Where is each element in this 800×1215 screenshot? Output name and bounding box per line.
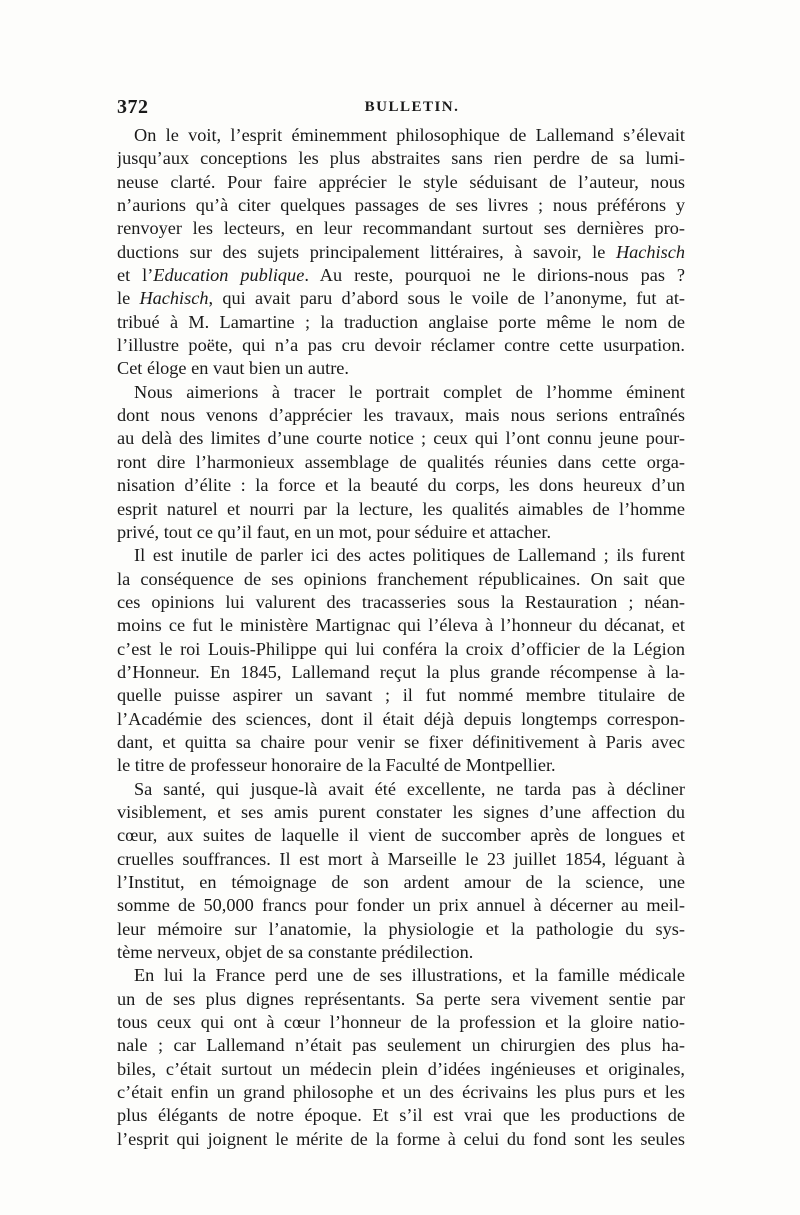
text-line	[117, 894, 685, 917]
text-line	[117, 474, 685, 497]
text-line-content: leur mémoire sur l’anatomie, la physiologie et la pathologie du sys-	[117, 918, 685, 939]
text-line	[117, 754, 685, 777]
text-line	[117, 287, 685, 310]
text-line-content: d’Honneur. En 1845, Lallemand reçut la plus grande récompense à la-	[117, 661, 685, 682]
text-line-content: quelle puisse aspirer un savant ; il fut nommé membre titulaire de	[117, 685, 685, 706]
text-line-continuation: . Au reste, pourquoi ne le dirions-nous pas ?	[304, 265, 685, 286]
text-line-content: la conséquence de ses opinions franchement républicaines. On sait que	[117, 568, 685, 589]
text-line	[117, 124, 685, 147]
text-line	[117, 1011, 685, 1034]
text-line-content: dont nous venons d’apprécier les travaux, mais nous serions entraînés	[117, 405, 685, 426]
text-line-content: dant, et quitta sa chaire pour venir se fixer définitivement à Paris avec	[117, 731, 685, 752]
text-line	[117, 171, 685, 194]
text-line-content: ductions sur des sujets principalement littéraires, à savoir, le	[117, 241, 616, 262]
text-line-content: moins ce fut le ministère Martignac qui l’éleva à l’honneur du décanat, et	[117, 615, 685, 636]
text-line	[117, 964, 685, 987]
text-line-content: privé, tout ce qu’il faut, en un mot, pour séduire et attacher.	[117, 521, 552, 542]
running-title: BULLETIN.	[364, 99, 460, 115]
text-line	[117, 1081, 685, 1104]
text-line	[117, 1128, 685, 1151]
italic-title: Education publique	[153, 265, 305, 286]
text-line	[117, 918, 685, 941]
text-line	[117, 334, 685, 357]
text-line	[117, 1058, 685, 1081]
text-line	[117, 194, 685, 217]
italic-title: Hachisch	[139, 288, 209, 309]
text-line-content: ces opinions lui valurent des tracasseries sous la Restauration ; néan-	[117, 591, 685, 612]
text-line-content: visiblement, et ses amis purent constater les signes d’une affection du	[117, 801, 685, 822]
text-line-content: cruelles souffrances. Il est mort à Marseille le 23 juillet 1854, léguant à	[117, 848, 685, 869]
text-line	[117, 988, 685, 1011]
text-line-content: c’est le roi Louis-Philippe qui lui conféra la croix d’officier de la Légion	[117, 638, 685, 659]
text-line-content: l’Institut, en témoignage de son ardent amour de la science, une	[117, 872, 685, 892]
text-line-content: Il est inutile de parler ici des actes politiques de Lallemand ; ils furent	[134, 545, 685, 566]
text-line-content: somme de 50,000 francs pour fonder un prix annuel à décerner au meil-	[117, 895, 685, 916]
text-line-content: ront dire l’harmonieux assemblage de qualités réunies dans cette orga-	[117, 451, 685, 472]
text-line-content: au delà des limites d’une courte notice ; ceux qui l’ont connu jeune pour-	[117, 428, 685, 449]
text-line	[117, 1034, 685, 1057]
text-line	[117, 708, 685, 731]
text-line	[117, 357, 685, 380]
text-line-content: Sa santé, qui jusque-là avait été excellente, ne tarda pas à décliner	[134, 778, 685, 799]
text-line	[117, 498, 685, 521]
text-line	[117, 264, 685, 287]
text-line-content: nisation d’élite : la force et la beauté du corps, les dons heureux d’un	[117, 475, 685, 496]
text-line	[117, 427, 685, 450]
text-line-content: tribué à M. Lamartine ; la traduction anglaise porte même le nom de	[117, 311, 685, 332]
text-line	[117, 568, 685, 591]
text-line-content: On le voit, l’esprit éminemment philosophique de Lallemand s’élevait	[134, 125, 685, 145]
text-line-content: et l’	[117, 265, 154, 286]
text-line	[117, 731, 685, 754]
text-line	[117, 661, 685, 684]
text-line-continuation: , qui avait paru d’abord sous le voile de l’anonyme, fut at-	[208, 288, 685, 309]
text-line-content: biles, c’était surtout un médecin plein d’idées ingénieuses et originales,	[117, 1058, 685, 1079]
text-line	[117, 941, 685, 964]
text-line	[117, 451, 685, 474]
text-line	[117, 381, 685, 404]
text-line	[117, 147, 685, 170]
text-line-content: tème nerveux, objet de sa constante prédilection.	[117, 942, 474, 963]
running-head	[117, 96, 687, 122]
text-line	[117, 544, 685, 567]
body-text	[117, 124, 685, 1151]
text-line-content: Nous aimerions à tracer le portrait complet de l’homme éminent	[134, 381, 685, 402]
text-line	[117, 311, 685, 334]
text-line-content: neuse clarté. Pour faire apprécier le style séduisant de l’auteur, nous	[117, 171, 685, 192]
text-line-content: nale ; car Lallemand n’était pas seulement un chirurgien des plus ha-	[117, 1035, 685, 1056]
text-line	[117, 241, 685, 264]
text-line	[117, 217, 685, 240]
italic-title: Hachisch	[615, 241, 685, 262]
text-line-content: jusqu’aux conceptions les plus abstraites sans rien perdre de sa lumi-	[117, 148, 685, 169]
text-line-content: plus élégants de notre époque. Et s’il est vrai que les productions de	[117, 1105, 685, 1126]
text-line-content: un de ses plus dignes représentants. Sa perte sera vivement sentie par	[117, 988, 685, 1009]
text-line	[117, 521, 685, 544]
text-line	[117, 684, 685, 707]
text-line	[117, 801, 685, 824]
text-line	[117, 591, 685, 614]
text-line-content: l’esprit qui joignent le mérite de la forme à celui du fond sont les seules	[117, 1128, 685, 1149]
text-line-content: En lui la France perd une de ses illustrations, et la famille médicale	[134, 965, 685, 986]
text-line-content: Cet éloge en vaut bien un autre.	[117, 358, 349, 379]
text-line-content: esprit naturel et nourri par la lecture, les qualités aimables de l’homme	[117, 498, 685, 519]
text-line	[117, 1104, 685, 1127]
text-line-content: tous ceux qui ont à cœur l’honneur de la profession et la gloire natio-	[117, 1012, 685, 1033]
text-line	[117, 778, 685, 801]
text-line-content: le	[117, 288, 140, 309]
text-line	[117, 614, 685, 637]
page-number: 372	[117, 96, 149, 118]
text-line	[117, 848, 685, 871]
text-line-content: n’aurions qu’à citer quelques passages de ses livres ; nous préférons y	[117, 195, 685, 216]
text-line-content: l’Académie des sciences, dont il était déjà depuis longtemps correspon-	[117, 708, 685, 729]
text-line	[117, 404, 685, 427]
text-line-content: renvoyer les lecteurs, en leur recommandant surtout ses dernières pro-	[117, 218, 685, 239]
text-line-content: le titre de professeur honoraire de la Faculté de Montpellier.	[117, 755, 556, 776]
text-line	[117, 638, 685, 661]
text-line	[117, 824, 685, 847]
text-line-content: c’était enfin un grand philosophe et un des écrivains les plus purs et les	[117, 1082, 685, 1103]
text-line	[117, 871, 685, 894]
text-line-content: l’illustre poëte, qui n’a pas cru devoir réclamer contre cette usurpation.	[117, 335, 685, 356]
text-line-content: cœur, aux suites de laquelle il vient de succomber après de longues et	[117, 825, 685, 846]
